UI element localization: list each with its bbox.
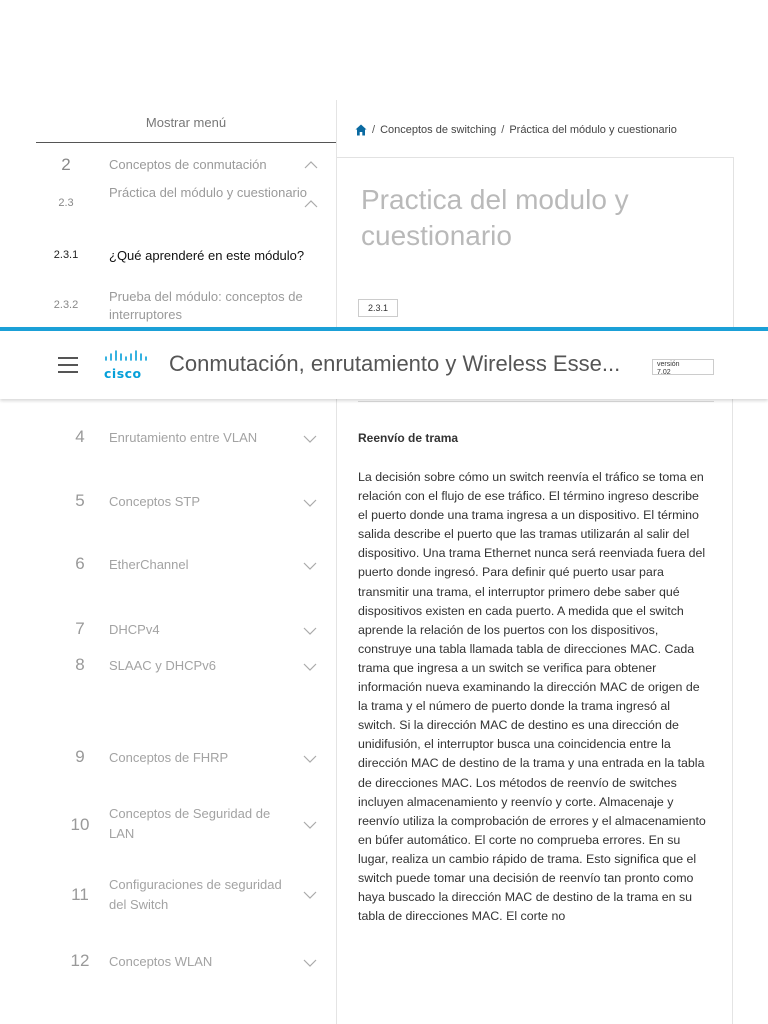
module-label: Configuraciones de seguridad del Switch [109, 877, 282, 912]
module-number: 8 [75, 655, 85, 674]
module-number: 9 [75, 747, 85, 766]
chevron-up-icon[interactable] [304, 197, 318, 211]
module-number: 12 [70, 951, 90, 970]
section-heading: Reenvío de trama [358, 431, 459, 445]
cisco-bridge-icon [104, 350, 156, 364]
chevron-down-icon[interactable] [303, 662, 317, 672]
version-value: 7.02 [657, 368, 671, 376]
toc-item-module-2[interactable] [36, 154, 336, 176]
module-number: 5 [75, 491, 85, 510]
module-number: 7 [75, 619, 85, 638]
sidebar-item-module-9[interactable] [36, 747, 336, 807]
hamburger-menu-icon[interactable] [58, 357, 78, 373]
module-label: Enrutamiento entre VLAN [109, 430, 258, 445]
toc-item-label: Conceptos de conmutación [109, 157, 267, 172]
heading-card [337, 157, 734, 332]
cisco-logo [104, 350, 156, 380]
page-top-content [336, 100, 732, 330]
sidebar-item-module-6[interactable] [36, 546, 336, 606]
toc-item-number: 2 [61, 155, 71, 174]
sidebar-item-module-12[interactable] [36, 951, 336, 1011]
toc-item-2-3[interactable] [36, 186, 336, 226]
sidebar-item-module-5[interactable] [36, 483, 336, 543]
toc-item-2-3-1-active[interactable] [36, 246, 336, 266]
toc-item-label: Prueba del módulo: conceptos de interruptores [109, 289, 303, 322]
content-divider [358, 401, 714, 402]
chevron-down-icon[interactable] [303, 890, 317, 900]
breadcrumb-current: Práctica del módulo y cuestionario [509, 124, 677, 136]
main-content [336, 399, 733, 1024]
page-title: Practica del modulo y cuestionario [361, 184, 629, 251]
module-number: 6 [75, 554, 85, 573]
home-icon[interactable] [355, 124, 367, 136]
toc-item-number: 2.3 [58, 197, 74, 209]
chevron-up-icon[interactable] [304, 158, 318, 172]
course-header [0, 327, 768, 399]
module-number: 11 [71, 885, 89, 904]
sidebar-item-module-4[interactable] [36, 419, 336, 479]
course-title: Conmutación, enrutamiento y Wireless Esse... [169, 351, 621, 376]
chevron-down-icon[interactable] [303, 820, 317, 830]
toc-item-2-3-2[interactable] [36, 288, 336, 328]
version-badge [652, 359, 714, 375]
module-label: Conceptos WLAN [109, 954, 213, 969]
sidebar-item-module-10[interactable] [36, 804, 336, 864]
course-menu-top [36, 100, 336, 330]
version-label: versión [657, 361, 680, 368]
chevron-down-icon[interactable] [303, 626, 317, 636]
toc-item-label: ¿Qué aprenderé en este módulo? [109, 248, 305, 263]
module-number: 10 [70, 815, 90, 834]
chevron-down-icon[interactable] [303, 498, 317, 508]
section-number-badge: 2.3.1 [358, 299, 398, 317]
module-label: Conceptos STP [109, 494, 201, 509]
sidebar-item-module-8[interactable] [36, 655, 336, 715]
chevron-down-icon[interactable] [303, 561, 317, 571]
module-label: EtherChannel [109, 557, 189, 572]
module-number: 4 [75, 427, 85, 446]
module-label: Conceptos de Seguridad de LAN [109, 806, 271, 841]
breadcrumb-link-module[interactable]: Conceptos de switching [380, 124, 497, 136]
module-label: Conceptos de FHRP [109, 750, 229, 765]
cisco-wordmark: cisco [104, 366, 142, 381]
module-label: SLAAC y DHCPv6 [109, 658, 216, 673]
breadcrumb-separator: / [372, 124, 376, 136]
module-label: DHCPv4 [109, 622, 160, 637]
chevron-down-icon[interactable] [303, 434, 317, 444]
chevron-down-icon[interactable] [303, 958, 317, 968]
chevron-down-icon[interactable] [303, 754, 317, 764]
breadcrumb-separator: / [501, 124, 505, 136]
breadcrumb [355, 124, 677, 136]
section-body-text: La decisión sobre cómo un switch reenvía el tráfico se toma en relación con el flujo de ese tráfico. El término ingreso describe el puerto donde una trama ingresa a un dispositivo. El término salida describe el puerto que las tramas utilizarán al salir del dispositivo. Una trama Ethernet nunca será reenviada fuera del puerto donde ingresó. Para definir qué puerto usar para transmitir una trama, el interruptor primero debe saber qué dispositivos existen en cada puerto. A medida que el switch aprende la relación de los puertos con los dispositivos, construye una tabla llamada tabla de direcciones MAC. Cada trama que ingresa a un switch se verifica para obtener información nueva examinando la dirección MAC de origen de la trama y el número de puerto donde la trama ingresó al switch. Si la dirección MAC de destino es una dirección de unidifusión, el interruptor busca una coincidencia entre la dirección MAC de destino de la trama y una entrada en la tabla de direcciones MAC. Los métodos de reenvío de switches incluyen almacenamiento y reenvío y corte. Almacenaje y reenvío utiliza la comprobación de errores y el almacenamiento en búfer automático. El corte no comprueba errores. En su lugar, realiza un cambio rápido de trama. Esto significa que el switch puede tomar una decisión de reenvío tan pronto como haya buscado la dirección MAC de destino de la trama en su tabla de direcciones MAC. El corte no [358, 470, 706, 924]
toc-item-label: Práctica del módulo y cuestionario [109, 186, 307, 200]
module-sidebar [36, 399, 336, 1024]
show-menu-button[interactable]: Mostrar menú [36, 100, 336, 143]
toc-item-number: 2.3.1 [53, 249, 79, 261]
toc-item-number: 2.3.2 [53, 299, 79, 311]
sidebar-item-module-11[interactable] [36, 875, 336, 935]
